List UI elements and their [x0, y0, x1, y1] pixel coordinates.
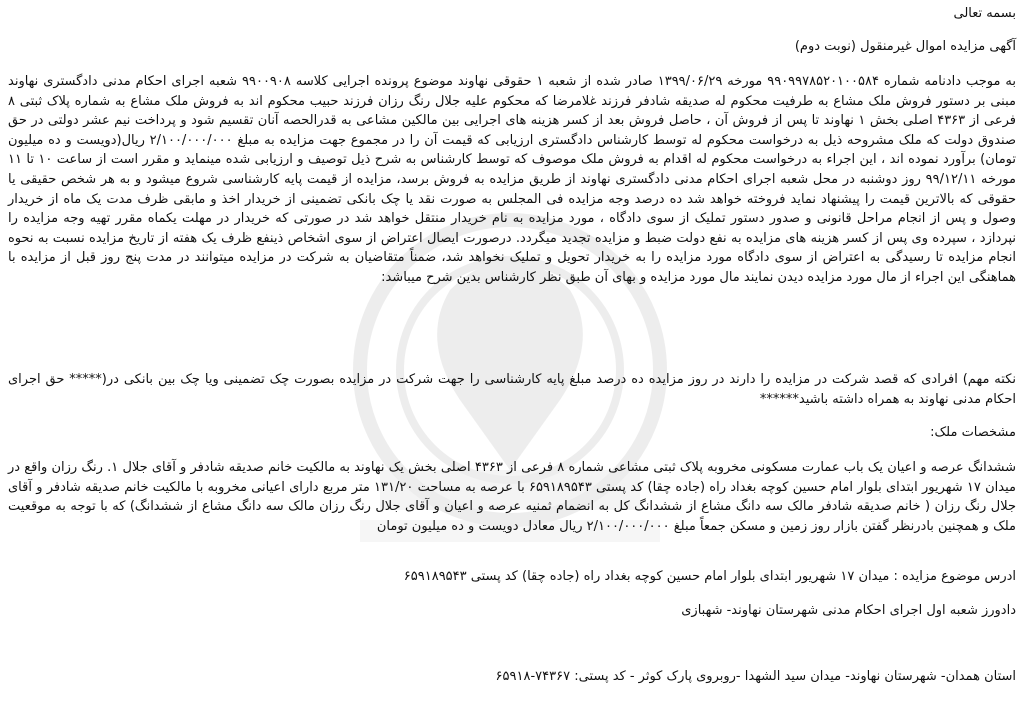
- main-paragraph: به موجب دادنامه شماره ۹۹۰۹۹۷۸۵۲۰۱۰۰۵۸۴ مورخه ۱۳۹۹/۰۶/۲۹ صادر شده از شعبه ۱ حقوقی نهاوند موضوع پرونده اجرایی کلاسه ۹۹۰۰۹۰۸ شعبه اجرای احکام مدنی دادگستری نهاوند مبنی بر دستور فروش ملک مشاع به طرفیت محکوم له صدیقه شادفر فرزند غلامرضا که محکوم علیه جلال رنگ رزان فرزند حبیب محکوم اند به فروش ملک مشاع به شماره پلاک ثبتی ۸ فرعی از ۴۳۶۳ اصلی بخش ۱ نهاوند تا پس از فروش آن ، حاصل فروش بعد از کسر هزینه های اجرایی بین مالکین مشاعی به قدرالحصه آنان تقسیم شود و پرداخت نیم عشر دولتی در حق صندوق دولت که ملک مشروحه ذیل به درخواست محکوم له توسط کارشناس دادگستری ارزیابی که قیمت آن را در مجموع جهت مزایده به مبلغ ۲/۱۰۰/۰۰۰/۰۰۰ ریال(دویست و ده میلیون تومان) برآورد نموده اند ، این اجراء به درخواست محکوم له اقدام به فروش ملک موصوف که توسط کارشناس به شرح ذیل توصیف و ارزیابی شده مینماید و مقرر است از ساعت ۱۰ تا ۱۱ مورخه ۹۹/۱۲/۱۱ روز دوشنبه در محل شعبه اجرای احکام مدنی دادگستری نهاوند از طریق مزایده به فروش برسد، مزایده از قیمت پایه کارشناسی شروع میشود و به هر شخص حقیقی یا حقوقی که بالاترین قیمت را پیشنهاد نماید فروخته خواهد شد ده درصد وجه مزایده فی المجلس به صورت نقد یا چک بانکی تضمینی از خریدار اخذ و مابقی ظرف مدت یک ماه از خریدار وصول و پس از انجام مراحل قانونی و صدور دستور تملیک از سوی دادگاه ، مورد مزایده به نام خریدار منتقل خواهد شد در صورتی که خریدار در مهلت یکماه مقرر تهیه وجه مزایده را نپردازد ، سپرده وی پس از کسر هزینه های مزایده به نفع دولت ضبط و مزایده تجدید میگردد. درصورت ایصال اعتراض از سوی اشخاص ذینفع ظرف یک هفته از تاریخ مزایده نسبت به نحوه انجام مزایده تا رسیدگی به اعتراض از سوی دادگاه مورد مزایده را به خریدار تحویل و تملیک نخواهد شد، ضمناً متقاضیان به شرکت در مزایده میتوانند در مدت پنج روز قبل از مزایده با هماهنگی این اجراء از مال مورد مزایده دیدن نمایند مال مورد مزایده و بهای آن طبق نظر کارشناس بدین شرح میباشد:: [8, 74, 1017, 285]
- important-note: نکته مهم) افرادی که قصد شرکت در مزایده را دارند در روز مزایده ده درصد مبلغ پایه کارشناسی را جهت شرکت در مزایده بصورت چک تضمینی ویا چک بین بانکی در(***** حق اجرای احکام مدنی نهاوند به همراه داشته باشید******: [8, 372, 1016, 407]
- notice-title: آگهی مزایده اموال غیرمنقول (نوبت دوم): [794, 39, 1016, 54]
- bismillah-heading: بسمه تعالی: [953, 6, 1016, 21]
- officer-signature: دادورز شعبه اول اجرای احکام مدنی شهرستان نهاوند- شهبازی: [681, 603, 1016, 618]
- property-address: ادرس موضوع مزایده : میدان ۱۷ شهریور ابتدای بلوار امام حسین کوچه بغداد راه (جاده چقا) کد پستی ۶۵۹۱۸۹۵۴۳: [403, 569, 1016, 584]
- property-description: ششدانگ عرصه و اعیان یک باب عمارت مسکونی مخروبه پلاک ثبتی مشاعی شماره ۸ فرعی از ۴۳۶۳ اصلی بخش یک نهاوند به مالکیت خانم صدیقه شادفر و آقای جلال ۱. رنگ رزان واقع در میدان ۱۷ شهریور ابتدای بلوار امام حسین کوچه بغداد راه (جاده چقا) کد پستی ۶۵۹۱۸۹۵۴۳ با عرصه به مساحت ۱۳۱/۲۰ متر مربع دارای اعیانی مخروبه با مالکیت خانم صدیقه شادفر و آقای جلال رنگ رزان ( خانم صدیقه شادفر مالک سه دانگ مشاع از ششدانگ کل به انضمام ثمنیه عرصه و اعیان و آقای جلال رنگ رزان مالک سه دانگ مشاع از ششدانگ) که با توجه به موقعیت ملک و همچنین بادرنظر گفتن بازار روز زمین و مسکن جمعاً مبلغ ۲/۱۰۰/۰۰۰/۰۰۰ ریال معادل دویست و ده میلیون تومان: [8, 460, 1017, 534]
- property-heading: مشخصات ملک:: [930, 425, 1016, 440]
- office-address: استان همدان- شهرستان نهاوند- میدان سید الشهدا -روبروی پارک کوثر - کد پستی: ۷۴۳۶۷-۶۵۹۱۸: [495, 669, 1016, 684]
